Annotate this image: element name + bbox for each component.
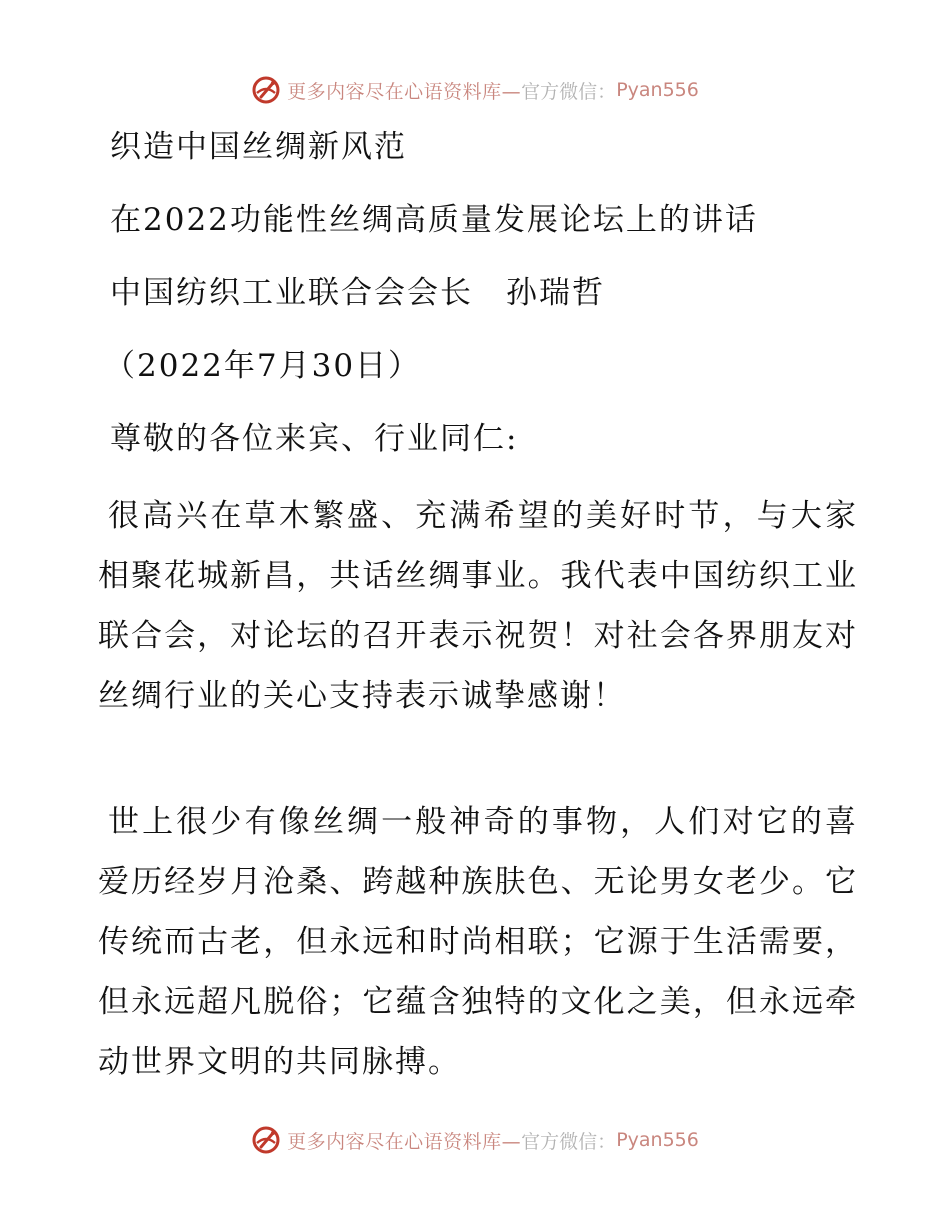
book-pen-logo-icon <box>251 75 281 105</box>
watermark-text: 更多内容尽在心语资料库— <box>287 1130 522 1153</box>
wechat-id: Pyan556 <box>616 1129 699 1151</box>
book-pen-logo-icon <box>251 1125 281 1155</box>
watermark-text: 更多内容尽在心语资料库— <box>287 80 522 103</box>
header-watermark-banner <box>0 70 950 110</box>
wechat-id: Pyan556 <box>616 79 699 101</box>
speaker-line: 中国纺织工业联合会会长 孙瑞哲 <box>110 275 605 311</box>
paragraph: 世上很少有像丝绸一般神奇的事物，人们对它的喜爱历经岁月沧桑、跨越种族肤色、无论男女老少。它传统而古老，但永远和时尚相联；它源于生活需要，但永远超凡脱俗；它蕴含独特的文化之美，但永远牵动世界文明的共同脉搏。 <box>98 804 858 1080</box>
document-title: 织造中国丝绸新风范 <box>110 129 407 165</box>
wechat-label: 官方微信： <box>521 1130 617 1153</box>
wechat-label: 官方微信： <box>521 80 617 103</box>
speech-date: （2022年7月30日） <box>104 348 422 384</box>
document-subtitle: 在2022功能性丝绸高质量发展论坛上的讲话 <box>110 202 758 238</box>
salutation: 尊敬的各位来宾、行业同仁: <box>110 421 519 457</box>
paragraph: 很高兴在草木繁盛、充满希望的美好时节，与大家相聚花城新昌，共话丝绸事业。我代表中国纺织工业联合会，对论坛的召开表示祝贺！对社会各界朋友对丝绸行业的关心支持表示诚挚感谢！ <box>98 498 858 714</box>
footer-watermark-banner <box>0 1120 950 1160</box>
